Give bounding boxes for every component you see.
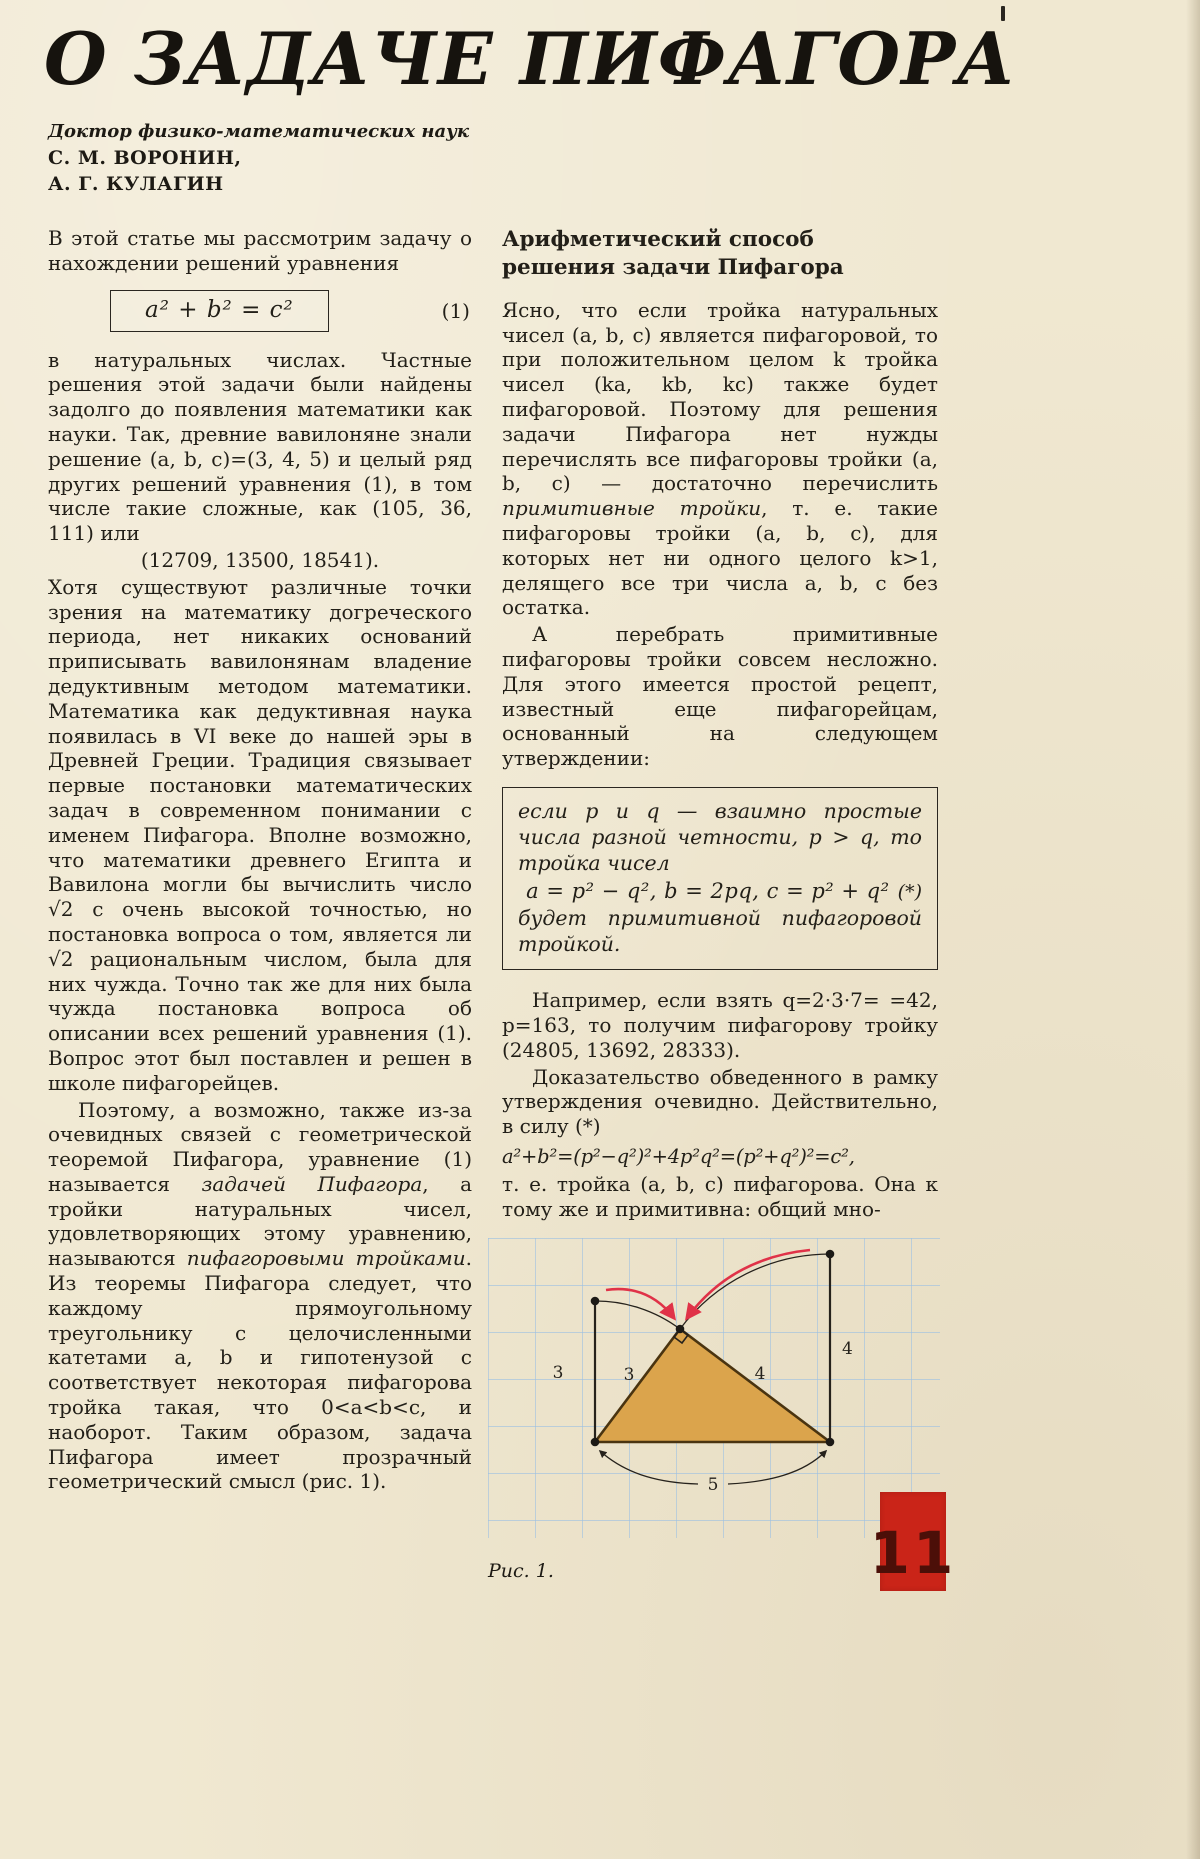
vertex-dot-base-left bbox=[591, 1437, 600, 1446]
term-primitive-triples: примитивные тройки bbox=[502, 496, 762, 521]
label-side-3: 3 bbox=[623, 1364, 635, 1385]
equation-1-box: a² + b² = c² bbox=[110, 290, 329, 332]
term-pythagoras-problem: задачей Пифагора bbox=[201, 1171, 423, 1196]
vertex-dot-base-right bbox=[826, 1437, 835, 1446]
label-left-3: 3 bbox=[552, 1362, 564, 1383]
paragraph-greece: Хотя существуют различные точки зрения на математику догреческого периода, нет никаких оснований приписывать вавилонянам владение дедуктивным методом математики. Математика как дедуктивная наука появилась в VI веке до нашей эры в Древней Греции. Традиция связывает первые постановки математических задач в современном понимании с именем Пифагора. Вполне возможно, что математики древнего Египта и Вавилона могли бы вычислить число √2 с очень высокой точностью, но постановка вопроса о том, является ли √2 рациональным числом, была для них чужда. Точно так же для них была чужда постановка вопроса об описании всех решений уравнения (1). Вопрос этот был поставлен и решен в школе пифагорейцев. bbox=[48, 574, 472, 1095]
left-column bbox=[48, 226, 472, 1496]
label-hyp-4: 4 bbox=[754, 1363, 766, 1384]
label-right-4: 4 bbox=[842, 1338, 853, 1359]
author-name-1: С. М. ВОРОНИН, bbox=[48, 147, 242, 170]
paragraph-proof-cont: т. е. тройка (a, b, c) пифагорова. Она к тому же и примитивна: общий мно- bbox=[502, 1171, 938, 1221]
vertex-dot-top-right bbox=[826, 1249, 835, 1258]
author-block bbox=[48, 120, 469, 198]
theorem-line-2: будет примитивной пифагоровой тройкой. bbox=[518, 906, 922, 957]
text-segment: Поэтому, а возможно, также из-за очевидных связей с геометрической теоремой Пифагора, уравнение (1) называется bbox=[48, 1097, 472, 1196]
theorem-formula: a = p² − q², b = 2pq, c = p² + q² bbox=[526, 879, 890, 904]
author-degree: Доктор физико-математических наук bbox=[48, 121, 470, 142]
vertex-dot-apex bbox=[676, 1324, 685, 1333]
page-edge-shadow bbox=[1186, 0, 1200, 1859]
right-column bbox=[488, 226, 938, 1582]
section-heading-line1: Арифметический способ bbox=[502, 227, 814, 252]
paragraph-babylon: в натуральных числах. Частные решения этой задачи были найдены задолго до появления математики как науки. Так, древние вавилоняне знали решение (a, b, c)=(3, 4, 5) и целый ряд других решений уравнения (1), в том числе такие сложные, как (105, 36, 111) или bbox=[48, 347, 472, 546]
theorem-formula-row bbox=[518, 879, 922, 903]
page-number: 11 bbox=[869, 1518, 957, 1587]
figure-caption: Рис. 1. bbox=[488, 1559, 554, 1582]
equation-1-row bbox=[48, 290, 472, 332]
triple-example-line: (12709, 13500, 18541). bbox=[140, 547, 380, 572]
paragraph-example: Например, если взять q=2·3·7= =42, p=163, то получим пифагорову тройку (24805, 13692, 28333). bbox=[502, 988, 938, 1062]
text-segment: . Из теоремы Пифагора следует, что каждому прямоугольному треугольнику с целочисленными катетами a, b и гипотенузой c соответствует некоторая пифагорова тройка такая, что 0<a<b<c, и наоборот. Таким образом, задача Пифагора имеет прозрачный геометрический смысл (рис. 1). bbox=[48, 1246, 472, 1494]
paragraph-proof-intro: Доказательство обведенного в рамку утверждения очевидно. Действительно, в силу (*) bbox=[502, 1064, 938, 1139]
page-number-block bbox=[869, 1492, 957, 1591]
theorem-line-1: если p и q — взаимно простые числа разной четности, p > q, то тройка чисел bbox=[518, 799, 922, 876]
author-name-2: А. Г. КУЛАГИН bbox=[48, 172, 224, 195]
equation-1-number: (1) bbox=[441, 298, 470, 323]
article-title: О ЗАДАЧЕ ПИФАГОРА bbox=[44, 16, 1016, 101]
text-segment: Ясно, что если тройка натуральных чисел (a, b, c) является пифагоровой, то при положительном целом k тройка чисел (ka, kb, kc) также будет пифагоровой. Поэтому для решения задачи Пифагора нет нужды перечислять все пифагоровы тройки (a, b, c) — достаточно перечислить bbox=[502, 297, 938, 496]
term-pythagorean-triples: пифагоровыми тройками bbox=[186, 1246, 466, 1271]
triangle-construction-figure bbox=[488, 1238, 940, 1538]
theorem-box bbox=[502, 787, 938, 970]
text-segment: , т. е. такие пифагоровы тройки (a, b, c), для которых нет ни одного целого k>1, делящего все три числа a, b, c без остатка. bbox=[502, 496, 938, 620]
paragraph-intro: В этой статье мы рассмотрим задачу о нахождении решений уравнения bbox=[48, 226, 472, 275]
paragraph-terminology bbox=[48, 1098, 472, 1495]
paragraph-recipe: А перебрать примитивные пифагоровы тройки совсем несложно. Для этого имеется простой рецепт, известный еще пифагорейцам, основанный на следующем утверждении: bbox=[502, 622, 938, 771]
vertex-dot-top-left bbox=[591, 1296, 600, 1305]
paragraph-primitive-triples bbox=[502, 298, 938, 620]
section-heading-line2: решения задачи Пифагора bbox=[502, 254, 844, 280]
label-base-5: 5 bbox=[707, 1474, 719, 1495]
identity-formula: a²+b²=(p²−q²)²+4p²q²=(p²+q²)²=c², bbox=[502, 1144, 855, 1168]
section-heading bbox=[502, 226, 938, 282]
text-segment: , а тройки натуральных чисел, удовлетворяющих этому уравнению, называются bbox=[48, 1171, 472, 1271]
theorem-formula-mark: (*) bbox=[897, 881, 922, 904]
